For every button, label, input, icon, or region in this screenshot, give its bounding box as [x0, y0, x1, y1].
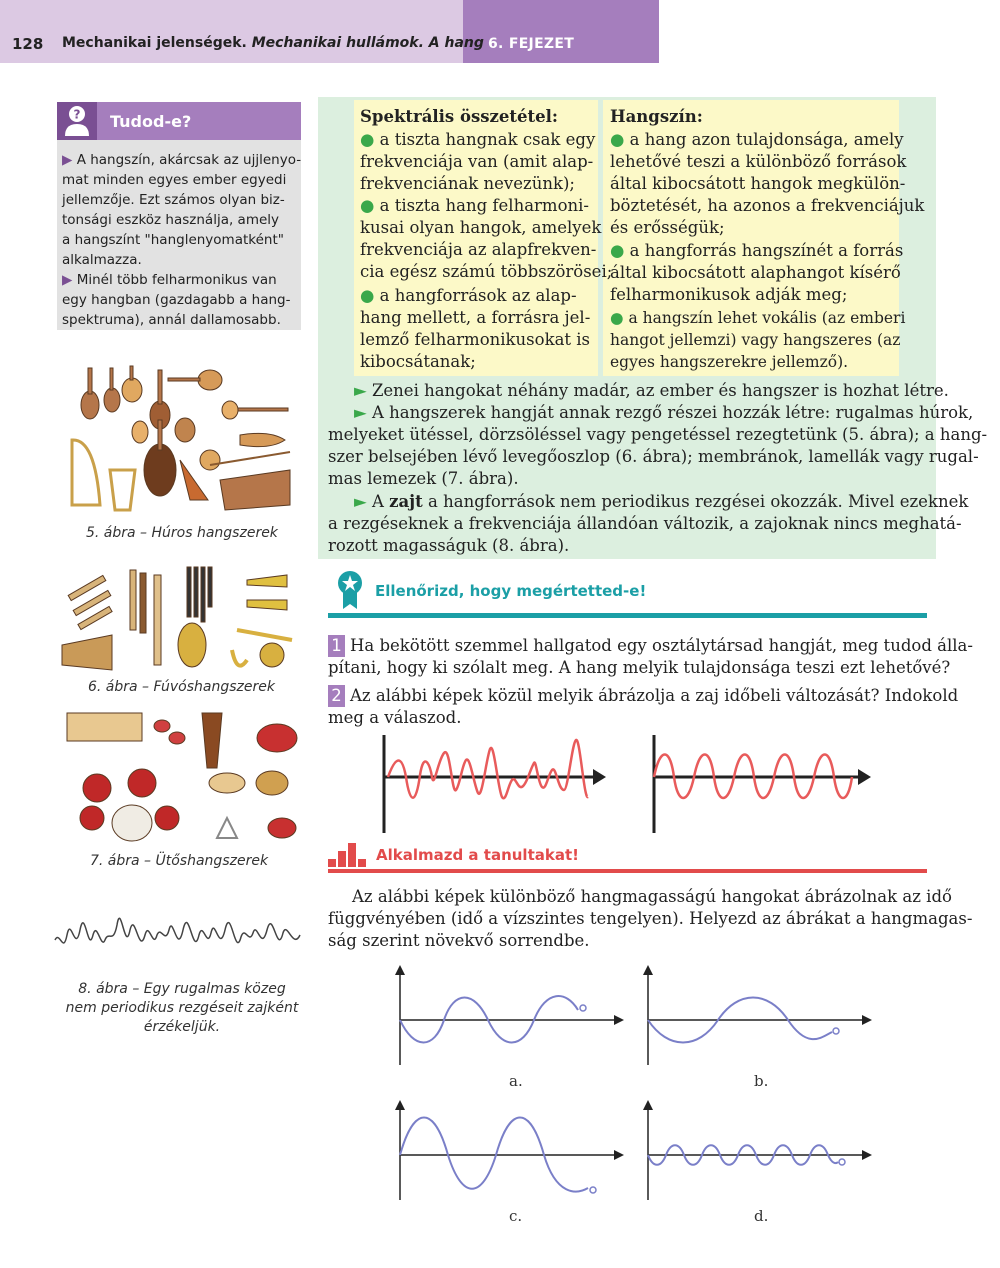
ellenorizd-title: Ellenőrizd, hogy megértetted-e!: [375, 582, 647, 600]
bullet-dot-icon: ●: [360, 286, 375, 305]
timbre-text: a hangforrás hangszínét a forrás: [629, 241, 904, 260]
body-line: [354, 402, 973, 424]
body-bold-word: zajt: [389, 492, 423, 511]
wave-label-d: d.: [754, 1207, 769, 1225]
timbre-title: Hangszín:: [610, 107, 703, 126]
question-person-icon: [57, 102, 97, 140]
tudod-line: a hangszínt "hanglenyomatként": [62, 232, 284, 248]
question-text: Az alábbi képek közül melyik ábrázolja a zaj időbeli változását? Indokold: [350, 686, 959, 705]
timbre-line: által kibocsátott alaphangot kísérő: [610, 263, 901, 282]
timbre-text: a hangszín lehet vokális (az emberi: [628, 309, 906, 327]
wave-label-b: b.: [754, 1072, 769, 1090]
tudod-line: alkalmazza.: [62, 252, 142, 268]
timbre-line: böztetését, ha azonos a frekvenciájuk: [610, 196, 925, 215]
percussion-instruments-image: [62, 708, 302, 848]
tudod-line: tonsági eszköz használja, amely: [62, 212, 280, 228]
alkalmazd-line: Az alábbi képek különböző hangmagasságú hangokat ábrázolnak az idő: [352, 887, 952, 906]
wave-graph-c: [392, 1100, 632, 1205]
page-number: 128: [12, 35, 44, 53]
body-line: melyeket ütéssel, dörzsöléssel vagy pengetéssel rezegtetünk (5. ábra); a hang-: [328, 425, 988, 444]
running-head-plain: Mechanikai jelenségek.: [62, 35, 252, 51]
alkalmazd-line: ság szerint növekvő sorrendbe.: [328, 931, 590, 950]
alkalmazd-title: Alkalmazd a tanultakat!: [376, 846, 579, 864]
figure-5-caption: 5. ábra – Húros hangszerek: [86, 525, 278, 541]
timbre-line: egyes hangszerekre jellemző).: [610, 353, 849, 371]
string-instruments-image: [60, 360, 300, 520]
spectral-line: frekvenciája az alapfrekven-: [360, 240, 597, 259]
periodic-wave-graph: [648, 735, 878, 835]
wave-label-a: a.: [509, 1072, 523, 1090]
triangle-bullet-icon: ▶: [62, 152, 73, 168]
red-divider: [328, 869, 927, 873]
tudod-line: jellemzője. Ezt számos olyan biz-: [62, 192, 285, 208]
question-number: 2: [328, 685, 345, 707]
spectral-title: Spektrális összetétel:: [360, 107, 559, 126]
spectral-text: a tiszta hang felharmoni-: [379, 196, 589, 215]
spectral-line: frekvenciának nevezünk);: [360, 174, 575, 193]
body-line: szer belsejében lévő levegőoszlop (6. ábra); membránok, lamellák vagy rugal-: [328, 447, 979, 466]
body-text: A: [371, 492, 390, 511]
body-text: a hangforrások nem periodikus rezgései okozzák. Mivel ezeknek: [422, 492, 969, 511]
spectral-line: frekvenciája van (amit alap-: [360, 152, 594, 171]
arrow-bullet-icon: ►: [354, 381, 367, 400]
timbre-line: [610, 240, 903, 262]
timbre-line: felharmonikusok adják meg;: [610, 285, 848, 304]
svg-text:?: ?: [73, 107, 81, 122]
spectral-line: hang mellett, a forrásra jel-: [360, 308, 591, 327]
blocks-icon: [328, 843, 372, 867]
figure-7-caption: 7. ábra – Ütőshangszerek: [90, 853, 269, 869]
spectral-line: cia egész számú többszörösei;: [360, 262, 613, 281]
timbre-line: hangot jellemzi) vagy hangszeres (az: [610, 331, 901, 349]
question-2-line: meg a válaszod.: [328, 708, 462, 727]
alkalmazd-line: függvényében (idő a vízszintes tengelyen). Helyezd az ábrákat a hangmagas-: [328, 909, 973, 928]
tudod-line: mat minden egyes ember egyedi: [62, 172, 287, 188]
body-line: rozott magasságuk (8. ábra).: [328, 536, 570, 555]
spectral-text: a hangforrások az alap-: [379, 286, 577, 305]
body-line: [354, 380, 949, 402]
bullet-dot-icon: ●: [610, 130, 625, 149]
chapter-tab: [463, 0, 659, 63]
spectral-line: [360, 129, 595, 151]
bullet-dot-icon: ●: [360, 130, 375, 149]
wind-instruments-image: [62, 565, 302, 675]
tudod-line: [62, 270, 277, 290]
wave-graph-d: [640, 1100, 880, 1205]
timbre-line: [610, 129, 904, 151]
bullet-dot-icon: ●: [610, 309, 624, 327]
timbre-text: a hang azon tulajdonsága, amely: [629, 130, 904, 149]
spectral-text: a tiszta hangnak csak egy: [379, 130, 596, 149]
figure-8-caption: [62, 980, 302, 1037]
question-text: Ha bekötött szemmel hallgatod egy osztálytársad hangját, meg tudod álla-: [350, 636, 973, 655]
spectral-line: lemző felharmonikusokat is: [360, 330, 591, 349]
tudod-line: spektruma), annál dallamosabb.: [62, 312, 281, 328]
running-head: [62, 35, 484, 51]
teal-divider: [328, 613, 927, 618]
header-bar: [0, 0, 463, 63]
ribbon-star-icon: [337, 570, 363, 610]
caption-line: nem periodikus rezgéseit zajként: [65, 1000, 299, 1016]
question-1-line: pítani, hogy ki szólalt meg. A hang melyik tulajdonsága teszi ezt lehetővé?: [328, 658, 951, 677]
noise-wave-graph: [378, 735, 608, 835]
arrow-bullet-icon: ►: [354, 403, 367, 422]
triangle-bullet-icon: ▶: [62, 272, 73, 288]
wave-graph-a: [392, 965, 632, 1070]
arrow-bullet-icon: ►: [354, 492, 367, 511]
spectral-line: kusai olyan hangok, amelyek: [360, 218, 602, 237]
tudod-text: A hangszín, akárcsak az ujjlenyo-: [76, 152, 302, 168]
tudod-title: Tudod-e?: [110, 112, 192, 131]
figure-6-caption: 6. ábra – Fúvóshangszerek: [88, 679, 275, 695]
spectral-line: [360, 195, 589, 217]
question-number: 1: [328, 635, 345, 657]
question-1: [328, 635, 973, 657]
caption-line: érzékeljük.: [143, 1019, 221, 1035]
bullet-dot-icon: ●: [610, 241, 625, 260]
body-line: mas lemezek (7. ábra).: [328, 469, 519, 488]
timbre-line: [610, 307, 905, 329]
body-line: [354, 491, 968, 513]
wave-graph-b: [640, 965, 880, 1070]
spectral-line: kibocsátanak;: [360, 352, 476, 371]
wave-label-c: c.: [509, 1207, 523, 1225]
tudod-text: Minél több felharmonikus van: [76, 272, 277, 288]
body-line: a rezgéseknek a frekvenciája állandóan változik, a zajoknak nincs meghatá-: [328, 514, 962, 533]
running-head-italic: Mechanikai hullámok. A hang: [251, 35, 484, 51]
caption-line: 8. ábra – Egy rugalmas közeg: [78, 981, 286, 997]
timbre-line: lehetővé teszi a különböző források: [610, 152, 907, 171]
bullet-dot-icon: ●: [360, 196, 375, 215]
tudod-line: egy hangban (gazdagabb a hang-: [62, 292, 291, 308]
question-2: [328, 685, 958, 707]
body-text: Zenei hangokat néhány madár, az ember és hangszer is hozhat létre.: [371, 381, 949, 400]
spectral-line: [360, 285, 577, 307]
noise-wave-diagram: [55, 895, 305, 965]
timbre-line: által kibocsátott hangok megkülön-: [610, 174, 906, 193]
body-text: A hangszerek hangját annak rezgő részei hozzák létre: rugalmas húrok,: [371, 403, 974, 422]
tudod-line: [62, 150, 301, 170]
timbre-line: és erősségük;: [610, 218, 725, 237]
chapter-label: 6. FEJEZET: [488, 36, 575, 52]
